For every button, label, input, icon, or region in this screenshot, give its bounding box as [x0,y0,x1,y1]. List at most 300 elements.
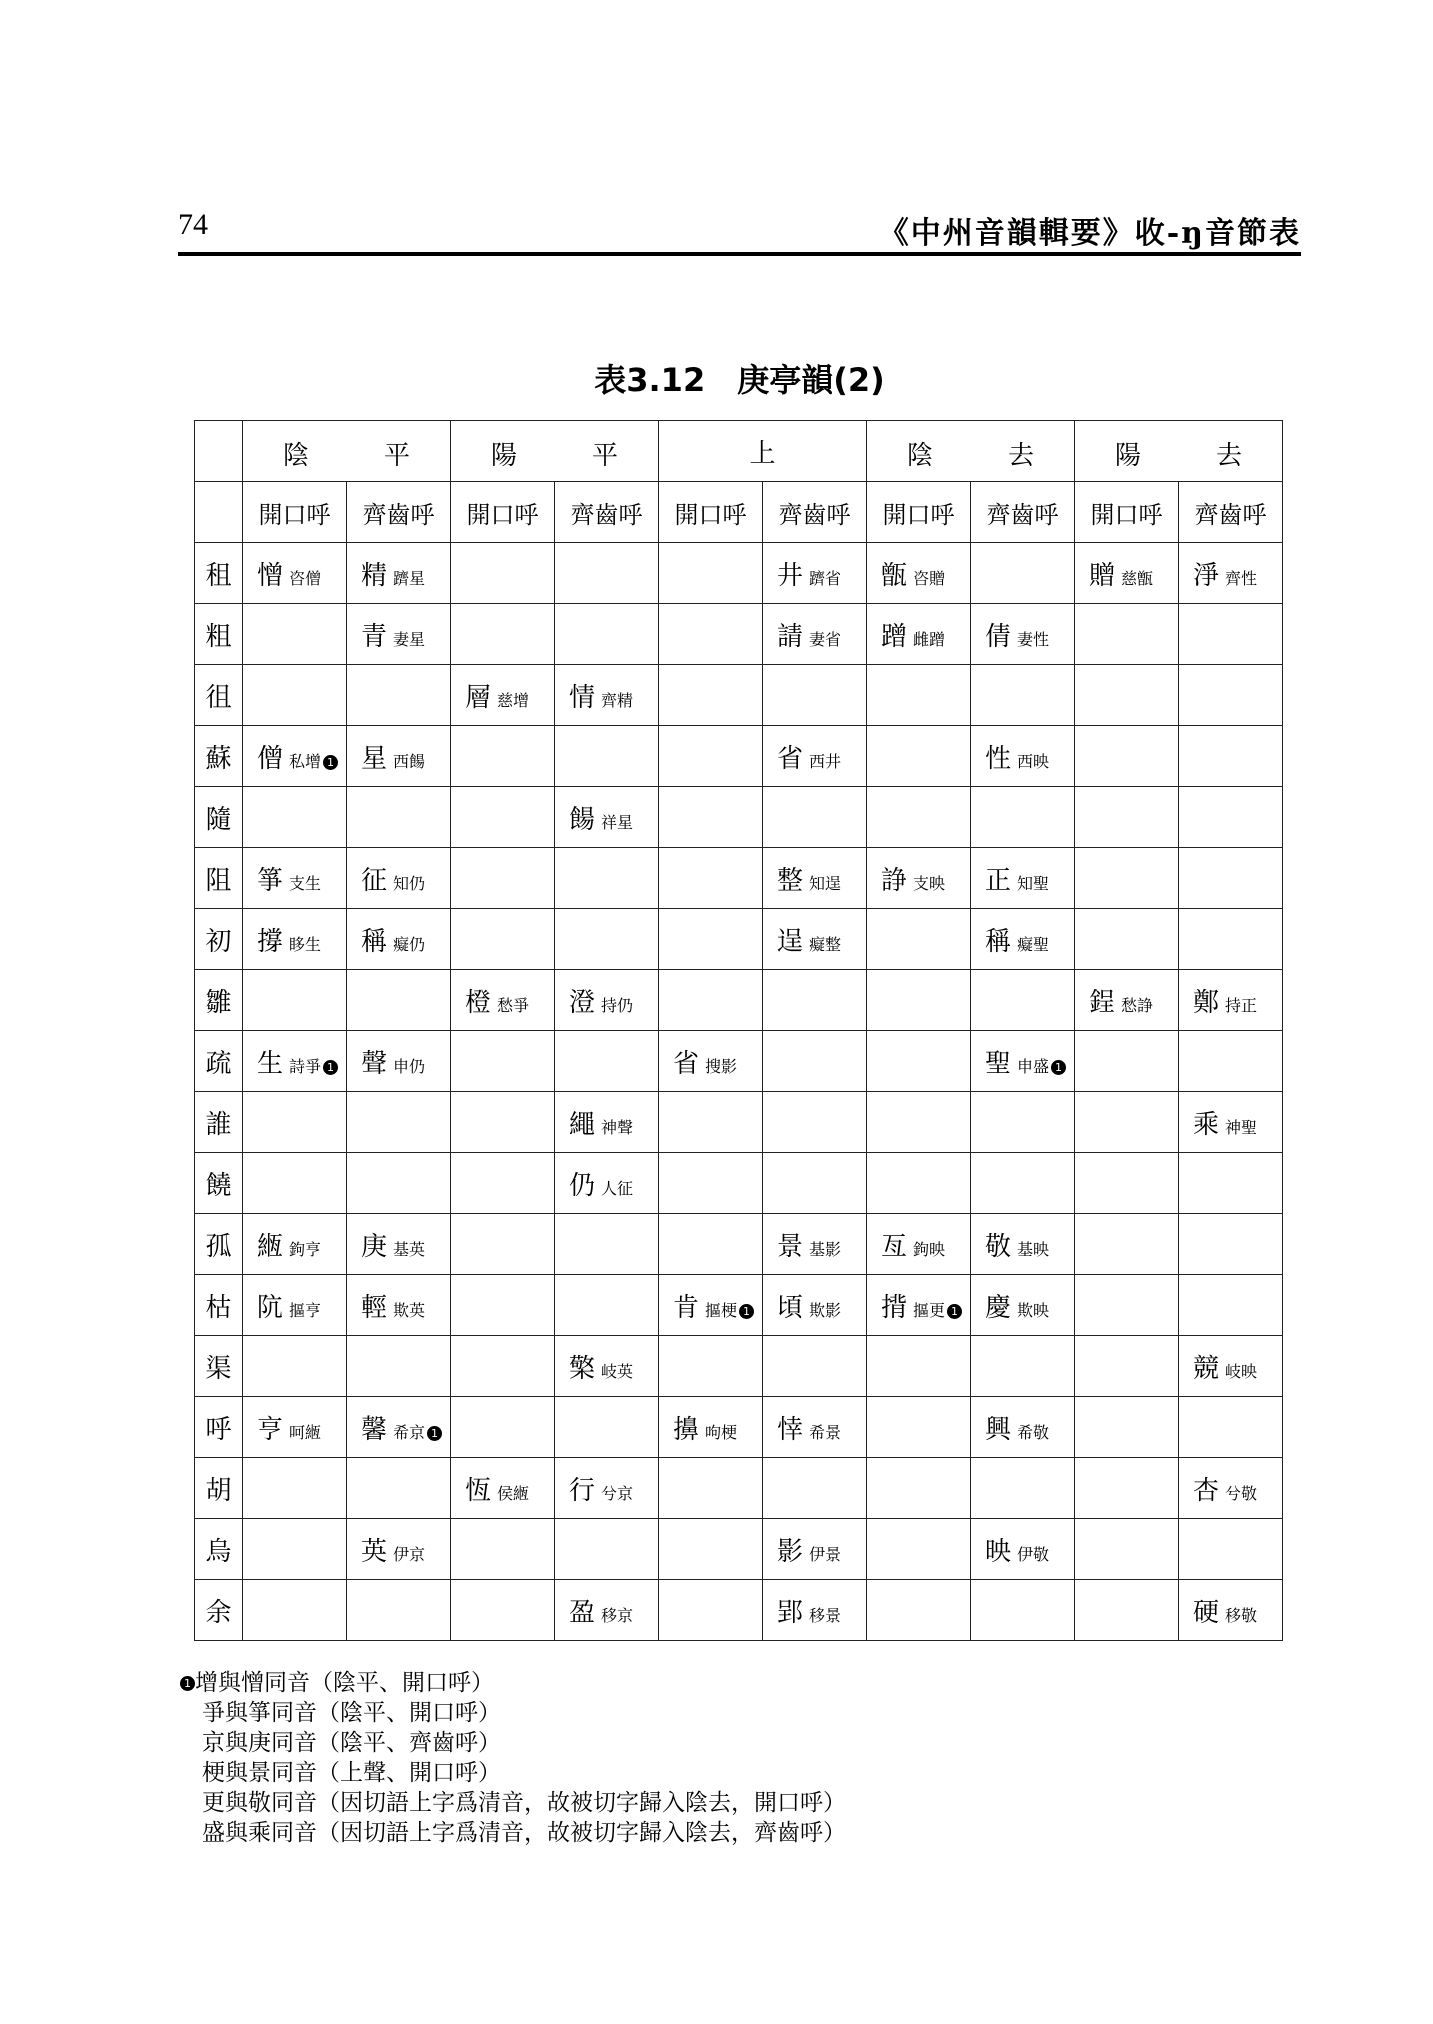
syllable-cell [867,1214,971,1275]
initial-cell: 蘇 [195,726,243,787]
fanqie-spelling: 慈甑 [1121,568,1154,588]
syllable-char: 影 [777,1536,804,1567]
subhead-cell: 齊齒呼 [1179,482,1283,543]
syllable-cell [659,1092,763,1153]
syllable-cell [971,726,1075,787]
syllable-char: 蹭 [881,621,908,652]
table-row [195,909,1283,970]
tone-yangping [451,421,659,482]
syllable-cell [347,787,451,848]
initial-cell: 粗 [195,604,243,665]
tone-label-part: 平 [383,441,410,471]
syllable-cell [347,1336,451,1397]
syllable-char: 諍 [881,865,908,896]
footnote-marker: 1 [1051,1060,1066,1075]
fanqie-spelling: 伊敬 [1017,1544,1050,1564]
syllable-char: 星 [361,743,388,774]
subhead-cell: 開口呼 [243,482,347,543]
syllable-cell [867,909,971,970]
fanqie-spelling: 基影 [809,1239,842,1259]
syllable-cell [451,543,555,604]
fanqie-spelling: 基映 [1017,1239,1050,1259]
syllable-cell [659,909,763,970]
initial-cell: 枯 [195,1275,243,1336]
fanqie-spelling: 眵生 [289,934,322,954]
syllable-cell [451,665,555,726]
table-caption: 表3.12 庚亭韻(2) [594,361,885,399]
syllable-cell [555,1580,659,1641]
syllable-cell [1179,1153,1283,1214]
syllable-char: 恆 [465,1475,492,1506]
syllable-char: 生 [257,1048,284,1079]
syllable-cell [1179,1519,1283,1580]
syllable-cell [451,1153,555,1214]
initial-cell: 孤 [195,1214,243,1275]
footnotes [178,1668,846,1848]
fanqie-spelling: 躋星 [393,568,426,588]
syllable-cell [1179,1397,1283,1458]
syllable-cell [347,970,451,1031]
syllable-cell [867,1519,971,1580]
syllable-cell [659,1458,763,1519]
tone-label-part: 陽 [1115,441,1142,471]
footnote-text: 增與憎同音（陰平、開口呼） [195,1670,494,1696]
syllable-cell [763,909,867,970]
fanqie-spelling: 欺影 [809,1300,842,1320]
syllable-char: 輕 [361,1292,388,1323]
tone-yangqu [1075,421,1283,482]
syllable-cell [555,543,659,604]
syllable-char: 省 [777,743,804,774]
syllable-cell [1075,665,1179,726]
initial-cell: 烏 [195,1519,243,1580]
syllable-cell [1179,726,1283,787]
syllable-cell [347,1153,451,1214]
fanqie-spelling: 移景 [809,1605,842,1625]
syllable-cell [1075,543,1179,604]
fanqie-spelling: 神聖 [1225,1117,1258,1137]
syllable-cell [1075,1153,1179,1214]
syllable-cell [1179,1275,1283,1336]
fanqie-spelling: 齊精 [601,690,634,710]
syllable-char: 繩 [569,1109,596,1140]
table-row [195,1092,1283,1153]
fanqie-spelling: 持仍 [601,995,634,1015]
syllable-cell [451,787,555,848]
syllable-cell [555,1397,659,1458]
syllable-cell [243,1397,347,1458]
footnote-line: 梗與景同音（上聲、開口呼） [202,1760,501,1786]
footnote-marker: 1 [739,1304,754,1319]
running-title: 《中州音韻輯要》收-ŋ音節表 [878,216,1301,251]
fanqie-spelling: 癡仍 [393,934,426,954]
syllable-char: 聲 [361,1048,388,1079]
subhead-cell: 開口呼 [867,482,971,543]
syllable-cell [243,1580,347,1641]
syllable-cell [1179,1458,1283,1519]
syllable-cell [1075,1092,1179,1153]
syllable-cell [555,1031,659,1092]
subhead-cell: 齊齒呼 [347,482,451,543]
initial-cell: 呼 [195,1397,243,1458]
syllable-cell [1179,665,1283,726]
fanqie-spelling: 妻省 [809,629,842,649]
syllable-cell [347,1214,451,1275]
tone-header-row [195,421,1283,482]
syllable-cell [867,1397,971,1458]
syllable-char: 阬 [257,1292,284,1323]
footnote-line: 京與庚同音（陰平、齊齒呼） [202,1730,501,1756]
syllable-char: 英 [361,1536,388,1567]
syllable-cell [1179,787,1283,848]
fanqie-spelling: 妻星 [393,629,426,649]
syllable-cell [451,1336,555,1397]
syllable-cell [659,604,763,665]
syllable-cell [971,1275,1075,1336]
table-row [195,1458,1283,1519]
syllable-cell [763,787,867,848]
table-row [195,1336,1283,1397]
syllable-cell [659,1580,763,1641]
fanqie-spelling: 鉤亨 [289,1239,322,1259]
syllable-cell [555,1275,659,1336]
fanqie-spelling: 摳亨 [289,1300,322,1320]
footnote-marker: 1 [323,1060,338,1075]
syllable-cell [867,1580,971,1641]
fanqie-spelling: 兮敬 [1225,1483,1258,1503]
syllable-char: 檠 [569,1353,596,1384]
syllable-cell [659,787,763,848]
syllable-cell [451,970,555,1031]
syllable-cell [1179,604,1283,665]
syllable-cell [1179,1214,1283,1275]
footnote-line: 更與敬同音（因切語上字爲清音，故被切字歸入陰去，開口呼） [202,1790,846,1816]
syllable-char: 亨 [257,1414,284,1445]
syllable-cell [763,1458,867,1519]
fanqie-spelling: 持正 [1225,995,1258,1015]
syllable-cell [1075,604,1179,665]
syllable-cell [451,1519,555,1580]
table-row [195,543,1283,604]
syllable-cell [243,1275,347,1336]
syllable-cell [347,909,451,970]
syllable-cell [659,1153,763,1214]
page-number: 74 [178,208,208,241]
syllable-cell [347,665,451,726]
syllable-char: 情 [569,682,596,713]
syllable-cell [1075,909,1179,970]
syllable-char: 請 [777,621,804,652]
syllable-cell [555,604,659,665]
syllable-cell [243,848,347,909]
syllable-cell [1179,1092,1283,1153]
syllable-cell [971,1397,1075,1458]
fanqie-spelling: 癡整 [809,934,842,954]
syllable-char: 庚 [361,1231,388,1262]
syllable-cell [555,1153,659,1214]
syllable-cell [451,1092,555,1153]
fanqie-spelling: 祥星 [601,812,634,832]
syllable-cell [1075,1031,1179,1092]
syllable-cell [555,909,659,970]
syllable-cell [867,543,971,604]
syllable-cell [659,848,763,909]
syllable-cell [243,787,347,848]
syllable-cell [867,1458,971,1519]
syllable-cell [243,970,347,1031]
syllable-cell [971,665,1075,726]
syllable-cell [867,665,971,726]
fanqie-spelling: 岐映 [1225,1361,1258,1381]
syllable-cell [243,665,347,726]
syllable-cell [971,970,1075,1031]
tone-label-part: 陰 [907,441,934,471]
initial-cell: 初 [195,909,243,970]
syllable-cell [555,665,659,726]
syllable-char: 性 [985,743,1012,774]
initial-cell: 雛 [195,970,243,1031]
syllable-char: 硬 [1193,1597,1220,1628]
syllable-cell [763,604,867,665]
syllable-cell [1179,848,1283,909]
fanqie-spelling: 妻性 [1017,629,1050,649]
fanqie-spelling: 知仍 [393,873,426,893]
subhead-cell: 開口呼 [451,482,555,543]
fanqie-spelling: 伊京 [393,1544,426,1564]
subhead-cell: 齊齒呼 [555,482,659,543]
syllable-cell [1075,1275,1179,1336]
fanqie-spelling: 基英 [393,1239,426,1259]
fanqie-spelling: 愁諍 [1121,995,1154,1015]
syllable-cell [1075,1580,1179,1641]
syllable-cell [555,970,659,1031]
initial-cell: 阻 [195,848,243,909]
syllable-cell [971,543,1075,604]
footnote-line: 盛與乘同音（因切語上字爲清音，故被切字歸入陰去，齊齒呼） [202,1820,846,1846]
syllable-char: 擤 [673,1414,700,1445]
syllable-char: 倩 [985,621,1012,652]
syllable-cell [243,1031,347,1092]
page-header [178,208,1301,252]
syllable-cell [659,726,763,787]
fanqie-spelling: 申仍 [393,1056,426,1076]
tone-label-part: 陰 [283,441,310,471]
syllable-char: 青 [361,621,388,652]
syllable-cell [971,787,1075,848]
corner-cell [195,421,243,482]
syllable-cell [555,1336,659,1397]
syllable-char: 揹 [881,1292,908,1323]
syllable-cell [659,970,763,1031]
syllable-cell [243,1519,347,1580]
table-row [195,1397,1283,1458]
syllable-char: 杏 [1193,1475,1220,1506]
table-row [195,665,1283,726]
syllable-cell [1179,909,1283,970]
initial-cell: 胡 [195,1458,243,1519]
syllable-cell [1179,1336,1283,1397]
tone-label-part: 平 [591,441,618,471]
syllable-cell [347,726,451,787]
syllable-cell [971,1519,1075,1580]
syllable-char: 箏 [257,865,284,896]
syllable-cell [867,604,971,665]
syllable-cell [1075,970,1179,1031]
syllable-char: 乘 [1193,1109,1220,1140]
initial-cell: 余 [195,1580,243,1641]
syllable-cell [1075,1458,1179,1519]
tone-label-part: 去 [1008,441,1035,471]
syllable-char: 橙 [465,987,492,1018]
syllable-char: 省 [673,1048,700,1079]
fanqie-spelling: 西映 [1017,751,1050,771]
syllable-cell [867,970,971,1031]
syllable-char: 正 [985,865,1012,896]
fanqie-spelling: 咨贈 [913,568,946,588]
table-row [195,604,1283,665]
fanqie-spelling: 西井 [809,751,842,771]
syllable-cell [555,1458,659,1519]
syllable-cell [659,1031,763,1092]
syllable-cell [971,848,1075,909]
syllable-char: 鄭 [1193,987,1220,1018]
syllable-cell [555,1214,659,1275]
syllable-char: 鋥 [1089,987,1116,1018]
fanqie-spelling: 侯緪 [497,1483,530,1503]
syllable-cell [555,1519,659,1580]
syllable-char: 景 [777,1231,804,1262]
tone-label-part: 陽 [491,441,518,471]
syllable-cell [243,604,347,665]
syllable-char: 興 [985,1414,1012,1445]
fanqie-spelling: 齊性 [1225,568,1258,588]
syllable-char: 澄 [569,987,596,1018]
header-rule [178,252,1301,256]
initial-cell: 徂 [195,665,243,726]
footnote-marker: 1 [180,1676,195,1691]
syllable-char: 稱 [361,926,388,957]
fanqie-spelling: 希敬 [1017,1422,1050,1442]
syllable-cell [971,1336,1075,1397]
syllable-char: 憎 [257,560,284,591]
syllable-cell [763,1092,867,1153]
syllable-cell [763,1397,867,1458]
syllable-cell [971,604,1075,665]
syllable-cell [347,1580,451,1641]
fanqie-spelling: 知聖 [1017,873,1050,893]
fanqie-spelling: 神聲 [601,1117,634,1137]
syllable-char: 僧 [257,743,284,774]
fanqie-spelling: 鉤映 [913,1239,946,1259]
fanqie-spelling: 摳梗 [705,1300,738,1320]
syllable-cell [347,1031,451,1092]
fanqie-spelling: 欺英 [393,1300,426,1320]
fanqie-spelling: 慈增 [497,690,530,710]
fanqie-spelling: 躋省 [809,568,842,588]
syllable-cell [867,1275,971,1336]
syllable-cell [555,848,659,909]
syllable-cell [763,665,867,726]
table-row [195,1580,1283,1641]
initial-cell: 疏 [195,1031,243,1092]
syllable-cell [659,665,763,726]
syllable-cell [347,1519,451,1580]
syllable-cell [659,1336,763,1397]
syllable-cell [763,1031,867,1092]
syllable-cell [1075,1397,1179,1458]
initial-cell: 誰 [195,1092,243,1153]
table-row [195,1031,1283,1092]
syllable-cell [763,726,867,787]
footnote-marker: 1 [323,755,338,770]
syllable-cell [243,1458,347,1519]
syllable-cell [971,1153,1075,1214]
syllable-cell [1075,1519,1179,1580]
syllable-cell [867,726,971,787]
initial-cell: 饒 [195,1153,243,1214]
syllable-char: 悻 [777,1414,804,1445]
syllable-char: 緪 [257,1231,284,1262]
syllable-cell [451,1275,555,1336]
fanqie-spelling: 欺映 [1017,1300,1050,1320]
corner-cell [195,482,243,543]
footnote-marker: 1 [947,1304,962,1319]
fanqie-spelling: 人征 [601,1178,634,1198]
syllable-cell [1179,543,1283,604]
syllable-cell [763,543,867,604]
syllable-char: 餳 [569,804,596,835]
table-row [195,1519,1283,1580]
syllable-cell [659,543,763,604]
table-row [195,1275,1283,1336]
subhead-cell: 開口呼 [1075,482,1179,543]
table-row [195,726,1283,787]
tone-shang: 上 [659,421,867,482]
fanqie-spelling: 知逞 [809,873,842,893]
syllable-cell [763,848,867,909]
tone-label-part: 去 [1216,441,1243,471]
fanqie-spelling: 雌蹭 [913,629,946,649]
initial-cell: 隨 [195,787,243,848]
syllable-cell [243,909,347,970]
fanqie-spelling: 私增 [289,751,322,771]
tone-yinqu [867,421,1075,482]
syllable-cell [1075,1336,1179,1397]
syllable-cell [347,848,451,909]
subhead-cell: 齊齒呼 [763,482,867,543]
syllable-char: 逞 [777,926,804,957]
syllable-char: 頃 [777,1292,804,1323]
syllable-cell [451,1458,555,1519]
syllable-cell [1075,787,1179,848]
syllable-cell [1075,848,1179,909]
fanqie-spelling: 伊景 [809,1544,842,1564]
syllable-cell [347,604,451,665]
syllable-cell [347,543,451,604]
syllable-cell [451,604,555,665]
syllable-cell [763,1336,867,1397]
syllable-cell [971,1031,1075,1092]
syllable-cell [1075,1214,1179,1275]
fanqie-spelling: 摳更 [913,1300,946,1320]
syllable-cell [555,1092,659,1153]
table-row [195,970,1283,1031]
syllable-cell [763,970,867,1031]
syllable-cell [347,1275,451,1336]
syllable-cell [659,1519,763,1580]
syllable-cell [243,726,347,787]
syllable-cell [867,1092,971,1153]
